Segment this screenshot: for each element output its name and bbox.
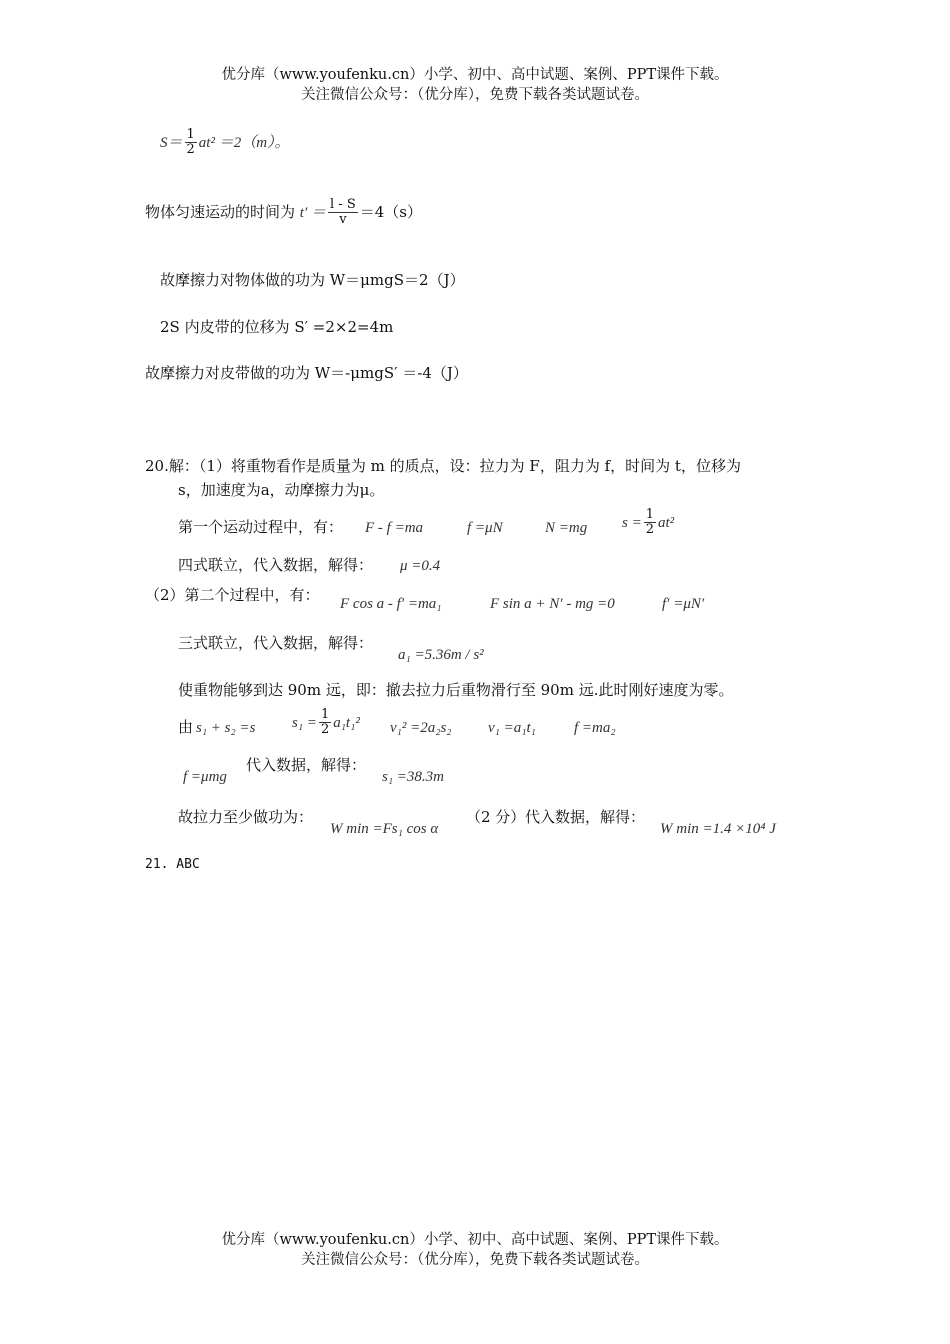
time-prefix: 物体匀速运动的时间为 — [145, 202, 296, 221]
time-rhs: ＝4（s） — [359, 202, 422, 221]
equation-total-distance: s₁ + s₂ =s — [196, 720, 256, 736]
problem-21-answer: 21. ABC — [145, 857, 200, 872]
belt-displacement: 2S 内皮带的位移为 S′ =2×2=4m — [160, 318, 394, 336]
fraction-denominator: v — [328, 212, 358, 227]
half-fraction — [185, 128, 197, 158]
fraction-denominator: 2 — [186, 142, 195, 158]
equation-friction-mg: f =μmg — [183, 769, 227, 785]
eq4-rhs: at² — [658, 514, 675, 531]
solve-3-value: s₁ =38.3m — [382, 769, 445, 785]
problem-20-intro-line-1: 20.解：（1）将重物看作是质量为 m 的质点，设：拉力为 F，阻力为 f，时间为 t，位移为 — [145, 457, 741, 475]
eq9-lhs: s₁ = — [292, 714, 317, 731]
solve-1-label: 四式联立，代入数据，解得： — [178, 556, 374, 574]
solve-2-value: a₁ =5.36m / s² — [398, 647, 484, 663]
footer-line-2: 关注微信公众号：（优分库），免费下载各类试题试卷。 — [301, 1252, 649, 1268]
equation-stage2-horizontal: F cos a - f′ =ma₁ — [340, 596, 442, 612]
solve-4-label: 代入数据，解得： — [525, 808, 646, 826]
equation-deceleration: f =ma₂ — [574, 720, 616, 736]
equation-s1 — [292, 708, 360, 738]
work-label: 故拉力至少做功为： — [178, 808, 314, 826]
footer-line-1: 优分库（www.youfenku.cn）小学、初中、高中试题、案例、PPT课件下载。 — [221, 1232, 729, 1248]
equation-displacement-s — [160, 128, 290, 158]
equation-displacement — [622, 508, 674, 538]
eq4-fraction — [644, 508, 656, 538]
goal-statement: 使重物能够到达 90m 远，即：撤去拉力后重物滑行至 90m 远.此时刚好速度为零。 — [178, 681, 734, 699]
problem-20-intro-line-2: s，加速度为a，动摩擦力为μ。 — [178, 481, 385, 499]
fraction-numerator: 1 — [320, 707, 330, 722]
work-equation: W min =Fs₁ cos α — [330, 821, 439, 837]
by-label: 由 — [178, 718, 194, 736]
s-rhs: at² ＝2（m）。 — [198, 134, 290, 151]
fraction-denominator: 2 — [320, 722, 330, 738]
time-var: t′ ＝ — [299, 204, 326, 221]
eq9-rhs: a₁t₁² — [333, 714, 360, 731]
work-on-object: 故摩擦力对物体做的功为 W＝μmgS＝2（J） — [160, 271, 465, 289]
solve-2-label: 三式联立，代入数据，解得： — [178, 634, 374, 652]
points-note: （2 分） — [466, 808, 526, 826]
solve-1-value: μ =0.4 — [400, 558, 441, 574]
fraction-numerator: l - S — [330, 197, 356, 212]
stage-1-label: 第一个运动过程中，有： — [178, 518, 344, 536]
work-on-belt: 故摩擦力对皮带做的功为 W＝-μmgS′ ＝-4（J） — [145, 364, 468, 382]
fraction-denominator: 2 — [645, 522, 654, 538]
fraction-numerator: 1 — [645, 507, 654, 522]
equation-friction: f =μN — [467, 520, 503, 536]
header-line-1: 优分库（www.youfenku.cn）小学、初中、高中试题、案例、PPT课件下载。 — [221, 67, 729, 83]
stage-2-label: （2）第二个过程中，有： — [145, 586, 320, 604]
equation-velocity-squared: v₁² =2a₂s₂ — [390, 720, 452, 736]
eq9-fraction — [319, 708, 331, 738]
eq4-lhs: s = — [622, 514, 642, 531]
header-line-2: 关注微信公众号：（优分库），免费下载各类试题试卷。 — [301, 87, 649, 103]
equation-velocity: v₁ =a₁t₁ — [488, 720, 536, 736]
s-lhs: S＝ — [160, 134, 183, 151]
solve-3-label: 代入数据，解得： — [246, 756, 367, 774]
fraction-numerator: 1 — [186, 127, 195, 142]
solve-4-value: W min =1.4 ×10⁴ J — [660, 821, 776, 837]
equation-normal: N =mg — [545, 520, 588, 536]
time-fraction — [328, 198, 358, 228]
uniform-motion-time — [145, 198, 422, 228]
equation-stage2-friction: f′ =μN′ — [662, 596, 705, 612]
equation-stage2-vertical: F sin a + N′ - mg =0 — [490, 596, 615, 612]
equation-newton-1: F - f =ma — [365, 520, 424, 536]
